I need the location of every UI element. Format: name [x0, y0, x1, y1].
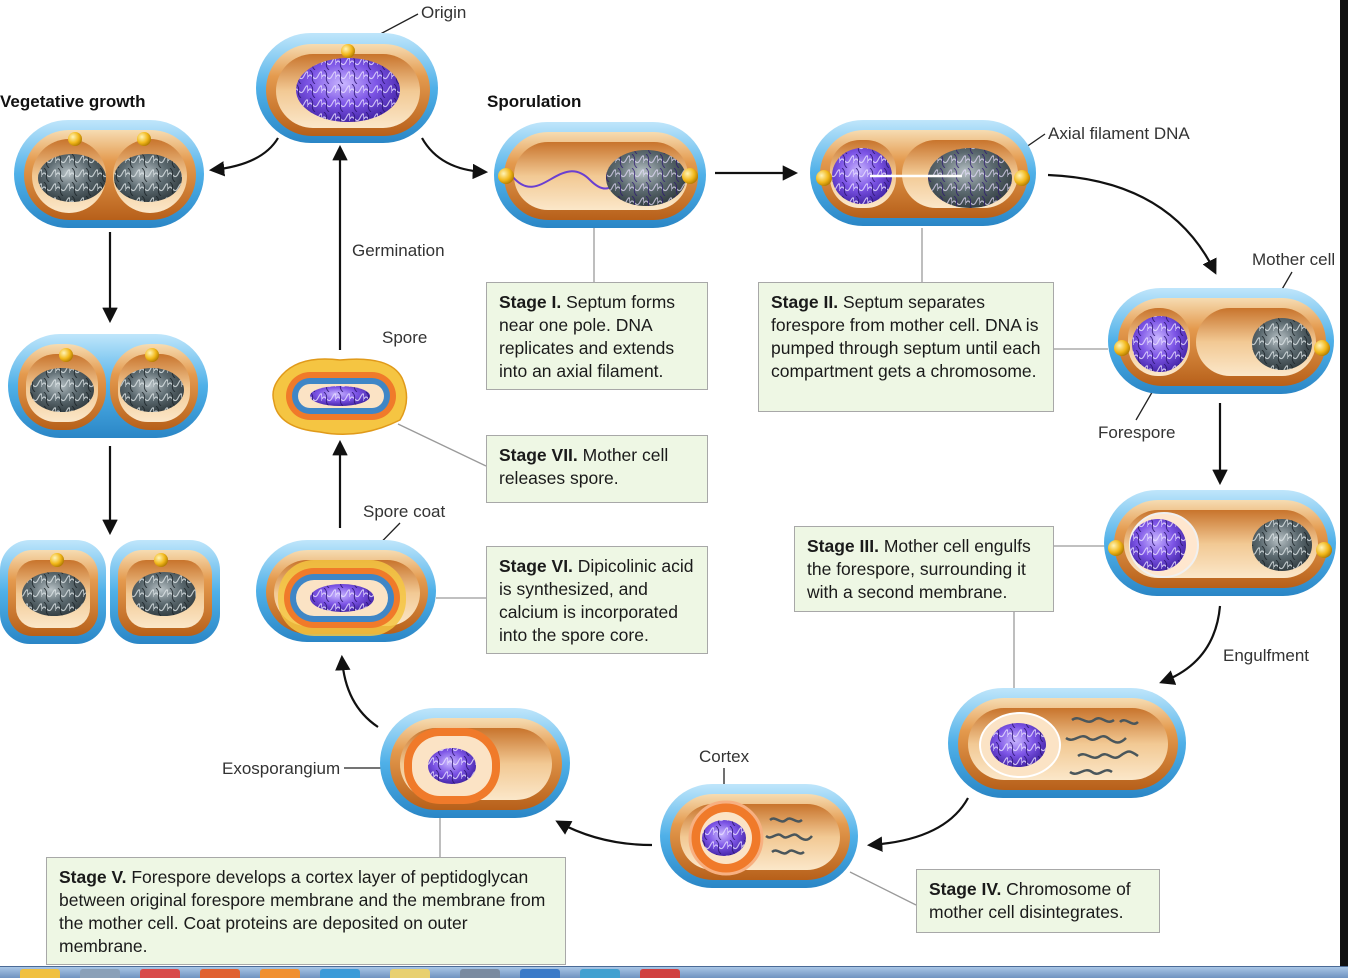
engulfment-label: Engulfment — [1223, 646, 1309, 665]
spore-coat-label: Spore coat — [363, 502, 446, 521]
stage-2-text: Septum separates forespore from mother cell. DNA is pumped through septum until each compartment gets a chromosome. — [771, 292, 1041, 381]
arrow-to-sporulation — [422, 138, 485, 172]
arrow-to-stage6 — [342, 658, 378, 727]
cell-mother-forespore — [1108, 288, 1334, 394]
origin-label: Origin — [421, 3, 467, 22]
taskbar — [0, 966, 1348, 978]
sporulation-heading: Sporulation — [487, 92, 582, 111]
cell-engulfed — [948, 688, 1186, 798]
cell-stage-2 — [810, 120, 1036, 226]
stage-2-box — [758, 282, 1054, 412]
stage-5-title: Stage V. — [59, 867, 132, 887]
cell-stage-6 — [256, 540, 436, 642]
stage-6-box — [486, 546, 708, 654]
spore-label: Spore — [382, 328, 428, 347]
cell-stage-5 — [380, 708, 570, 818]
stage-3-text: Mother cell engulfs the forespore, surrounding it with a second membrane. — [807, 536, 1031, 602]
cell-stage-1 — [494, 122, 706, 228]
stage-4-title: Stage IV. — [929, 879, 1007, 899]
stage-1-title: Stage I. — [499, 292, 567, 312]
stage-5-text: Forespore develops a cortex layer of peptidoglycan between original forespore membrane and the membrane from the mother cell. Coat proteins are deposited on outer membrane. — [59, 867, 546, 956]
stage-6-text: Dipicolinic acid is synthesized, and calcium is incorporated into the spore core. — [499, 556, 694, 645]
cell-stage-3 — [1104, 490, 1336, 596]
stage-4-box — [916, 869, 1160, 933]
cell-stage-4 — [660, 784, 858, 888]
stage-3-box — [794, 526, 1054, 612]
axial-filament-dna-label: Axial filament DNA — [1048, 124, 1190, 143]
spore — [273, 359, 407, 434]
arrow-to-vegetative — [212, 138, 278, 170]
stage-5-box — [46, 857, 566, 965]
vegetative-cell-2 — [8, 334, 208, 438]
arrow-to-stage4 — [870, 798, 968, 845]
exosporangium-label: Exosporangium — [222, 759, 341, 778]
vegetative-cell-1 — [14, 120, 204, 228]
stage-1-box — [486, 282, 708, 390]
cell-germinated — [256, 33, 438, 143]
germination-label: Germination — [352, 241, 445, 260]
window-edge-bar — [1340, 0, 1348, 977]
arrow-engulfment — [1162, 606, 1220, 682]
stage-7-title: Stage VII. — [499, 445, 583, 465]
stage-7-text: Mother cell releases spore. — [499, 445, 669, 488]
arrow-to-stage5 — [558, 822, 652, 845]
vegetative-growth-heading: Vegetative growth — [0, 92, 146, 111]
arrow-stage2-to-mothercell — [1048, 175, 1215, 272]
stage-6-title: Stage VI. — [499, 556, 578, 576]
stage-3-title: Stage III. — [807, 536, 884, 556]
stage-1-text: Septum forms near one pole. DNA replicates and extends into an axial filament. — [499, 292, 676, 381]
forespore-label: Forespore — [1098, 423, 1176, 442]
stage-4-text: Chromosome of mother cell disintegrates. — [929, 879, 1131, 922]
vegetative-cells-divided — [0, 540, 220, 644]
stage-2-title: Stage II. — [771, 292, 843, 312]
mother-cell-label: Mother cell — [1252, 250, 1336, 269]
cortex-label: Cortex — [699, 747, 750, 766]
stage-7-box — [486, 435, 708, 503]
